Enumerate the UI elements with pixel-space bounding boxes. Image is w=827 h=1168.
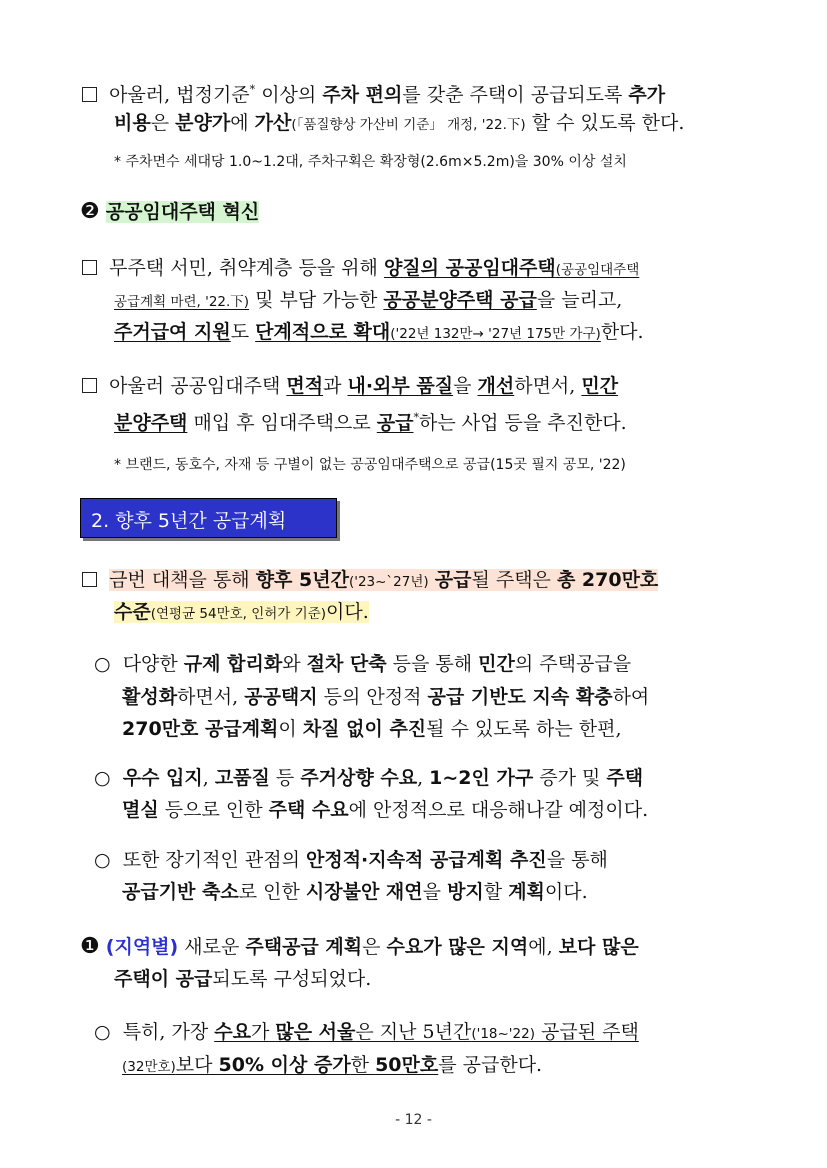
text: 할 수 있도록 한다. (525, 112, 685, 134)
checkbox-icon (82, 260, 97, 275)
text: 로 인한 (238, 881, 306, 903)
emphasis: 주거급여 지원 (114, 321, 231, 343)
text: 와 (282, 653, 307, 675)
paragraph-2-line-2 (114, 288, 622, 314)
section-title: 공공임대주택 혁신 (105, 201, 260, 223)
text: 하면서, (514, 375, 582, 397)
emphasis: 차질 없이 추진 (302, 718, 427, 740)
emphasis: 50% 이상 증가 (218, 1054, 351, 1076)
bullet-3-line-2 (122, 880, 588, 904)
bullet-icon: ○ (94, 767, 111, 789)
emphasis: 50만호 (375, 1054, 439, 1076)
emphasis: 규제 합리화 (183, 653, 283, 675)
text: , (417, 767, 430, 789)
checkbox-icon (82, 87, 97, 102)
page-number: - 12 - (395, 1112, 432, 1128)
text: 이다. (326, 601, 369, 623)
parenthetical: (32만호) (122, 1059, 176, 1075)
text: 아울러 공공임대주택 (109, 375, 287, 397)
emphasis: 고품질 (214, 767, 270, 789)
text: 이다. (544, 881, 588, 903)
parenthetical: (「품질향상 가산비 기준」 개정, '22.下) (291, 117, 526, 133)
bullet-2-line-2 (122, 798, 648, 822)
emphasis: 민간 (478, 653, 515, 675)
text: 등의 안정적 (317, 686, 428, 708)
text: 에 안정적으로 대응해나갈 예정이다. (348, 799, 649, 821)
bullet-3-line-1 (94, 848, 608, 872)
emphasis: 안정적·지속적 공급계획 추진 (306, 849, 547, 871)
section-heading (80, 200, 259, 224)
text: 하여 (612, 686, 650, 708)
region-tag: (지역별) (105, 936, 179, 958)
checkbox-icon (82, 572, 97, 587)
emphasis: 우수 입지 (122, 767, 203, 789)
text: 은 (150, 112, 176, 134)
text: 무주택 서민, 취약계층 등을 위해 (109, 257, 384, 279)
text: 를 공급한다. (438, 1054, 543, 1076)
text: 등을 통해 (386, 653, 479, 675)
emphasis: 주차 편의 (322, 84, 403, 106)
paragraph-4-line-1 (82, 568, 658, 594)
text: 될 수 있도록 하는 한편, (426, 718, 622, 740)
text: 한다. (600, 321, 644, 343)
text: 공급된 주택 (534, 1021, 639, 1043)
emphasis: 추가 (628, 84, 666, 106)
text: 한 (350, 1054, 376, 1076)
text: 은 (362, 936, 387, 958)
bullet-icon: ○ (94, 849, 111, 871)
paragraph-1-line-1 (82, 78, 665, 107)
emphasis: 양질의 공공임대주택 (383, 257, 556, 279)
footnote-2: * 브랜드, 동호수, 자재 등 구별이 없는 공공임대주택으로 공급(15곳 필지 공모, '22) (114, 457, 626, 473)
region-line-1 (80, 935, 639, 959)
emphasis: 수요가 많은 지역 (386, 936, 529, 958)
emphasis: 멸실 (122, 799, 159, 821)
emphasis: 공공택지 (244, 686, 318, 708)
text: 하면서, (177, 686, 245, 708)
text: 매입 후 임대주택으로 (187, 412, 377, 434)
text: 이 (278, 718, 303, 740)
text: 될 주택은 (471, 569, 557, 591)
emphasis: 270만호 공급계획 (122, 718, 279, 740)
emphasis: 1~2인 가구 (429, 767, 534, 789)
text: 및 부담 가능한 (249, 289, 384, 311)
number-circle-icon: ❶ (80, 934, 100, 959)
emphasis: 향후 5년간 (255, 569, 349, 591)
bullet-icon: ○ (94, 653, 111, 675)
text: 증가 및 (533, 767, 607, 789)
parenthetical: (연평균 54만호, 인허가 기준) (150, 606, 327, 622)
emphasis: 주거상향 수요 (300, 767, 418, 789)
text: 하는 사업 등을 추진한다. (419, 412, 627, 434)
text: 등으로 인한 (158, 799, 269, 821)
emphasis: 개선 (477, 375, 515, 397)
parenthetical: ('18~'22) (471, 1026, 535, 1042)
text: 보다 (175, 1054, 219, 1076)
emphasis: 수요 (214, 1021, 251, 1043)
parenthetical: (공공임대주택 (555, 262, 640, 278)
emphasis: 보다 많은 (558, 936, 639, 958)
emphasis: 비용 (114, 112, 151, 134)
emphasis: 공급기반 축소 (122, 881, 239, 903)
number-circle-icon: ❷ (80, 199, 100, 224)
footnote-mark: * (249, 83, 256, 96)
section-heading-title: 2. 향후 5년간 공급계획 (91, 510, 287, 532)
text: 다양한 (122, 653, 184, 675)
region-line-2 (114, 967, 371, 991)
text: 이상의 (255, 84, 323, 106)
emphasis: 내·외부 품질 (347, 375, 454, 397)
emphasis: 단계적으로 확대 (255, 321, 391, 343)
emphasis: 총 270만호 (556, 569, 659, 591)
emphasis: 많은 서울 (275, 1021, 356, 1043)
emphasis: 공공분양주택 공급 (383, 289, 537, 311)
emphasis: 주택공급 계획 (245, 936, 363, 958)
emphasis: 공급 (376, 412, 414, 434)
text: 에 (230, 112, 255, 134)
emphasis: 공급 기반도 지속 확충 (427, 686, 613, 708)
parenthetical: 공급계획 마련, '22.下) (114, 294, 250, 310)
text: 에, (528, 936, 559, 958)
text: 도 (230, 321, 256, 343)
text: 은 지난 5년간 (355, 1021, 472, 1043)
bullet-1-line-3 (122, 717, 622, 741)
emphasis: 계획 (508, 881, 545, 903)
section-heading-box (80, 498, 337, 538)
text: 을 늘리고, (536, 289, 623, 311)
emphasis: 분양가 (175, 112, 231, 134)
emphasis: 면적 (286, 375, 324, 397)
text: 가 (250, 1021, 276, 1043)
emphasis: 절차 단축 (306, 653, 387, 675)
text: 새로운 (178, 936, 246, 958)
text: , (202, 767, 215, 789)
footnote-1: * 주차면수 세대당 1.0~1.2대, 주차구획은 확장형(2.6m×5.2m)을 30% 이상 설치 (114, 154, 627, 170)
text: 을 (453, 375, 478, 397)
bullet-4-line-1 (94, 1020, 639, 1046)
emphasis: 활성화 (122, 686, 178, 708)
text: 과 (323, 375, 348, 397)
emphasis: 주택 (606, 767, 644, 789)
parenthetical: ('22년 132만→ '27년 175만 가구) (390, 326, 601, 342)
emphasis: 주택 수요 (268, 799, 349, 821)
emphasis: 수준 (114, 601, 151, 623)
paragraph-4-line-2 (114, 600, 369, 626)
text: 아울러, 법정기준 (109, 84, 250, 106)
paragraph-2-line-3 (114, 320, 644, 346)
parenthetical: ('23~`27년) (348, 574, 429, 590)
emphasis: 시장불안 재연 (305, 881, 423, 903)
paragraph-2-line-1 (82, 256, 639, 282)
paragraph-3-line-1 (82, 374, 618, 398)
text: 되도록 구성되었다. (212, 968, 372, 990)
text: 등 (269, 767, 301, 789)
emphasis: 가산 (254, 112, 292, 134)
bullet-icon: ○ (94, 1021, 111, 1043)
bullet-2-line-1 (94, 766, 643, 790)
emphasis: 분양주택 (114, 412, 188, 434)
bullet-1-line-1 (94, 652, 631, 676)
text: 의 주택공급을 (514, 653, 632, 675)
text: 를 갖춘 주택이 공급되도록 (402, 84, 629, 106)
bullet-4-line-2 (122, 1053, 542, 1079)
checkbox-icon (82, 378, 97, 393)
footnote-mark: * (413, 411, 419, 424)
bullet-1-line-2 (122, 685, 649, 709)
emphasis: 주택이 공급 (114, 968, 213, 990)
emphasis: 민간 (581, 375, 619, 397)
emphasis: 공급 (434, 569, 472, 591)
emphasis: 방지 (447, 881, 484, 903)
text: 특히, 가장 (122, 1021, 215, 1043)
text: 할 (483, 881, 509, 903)
paragraph-1-line-2 (114, 111, 684, 137)
text: 금번 대책을 통해 (109, 569, 256, 591)
text: 또한 장기적인 관점의 (122, 849, 306, 871)
paragraph-3-line-2 (114, 406, 627, 435)
text: 을 (422, 881, 448, 903)
text: 을 통해 (546, 849, 608, 871)
